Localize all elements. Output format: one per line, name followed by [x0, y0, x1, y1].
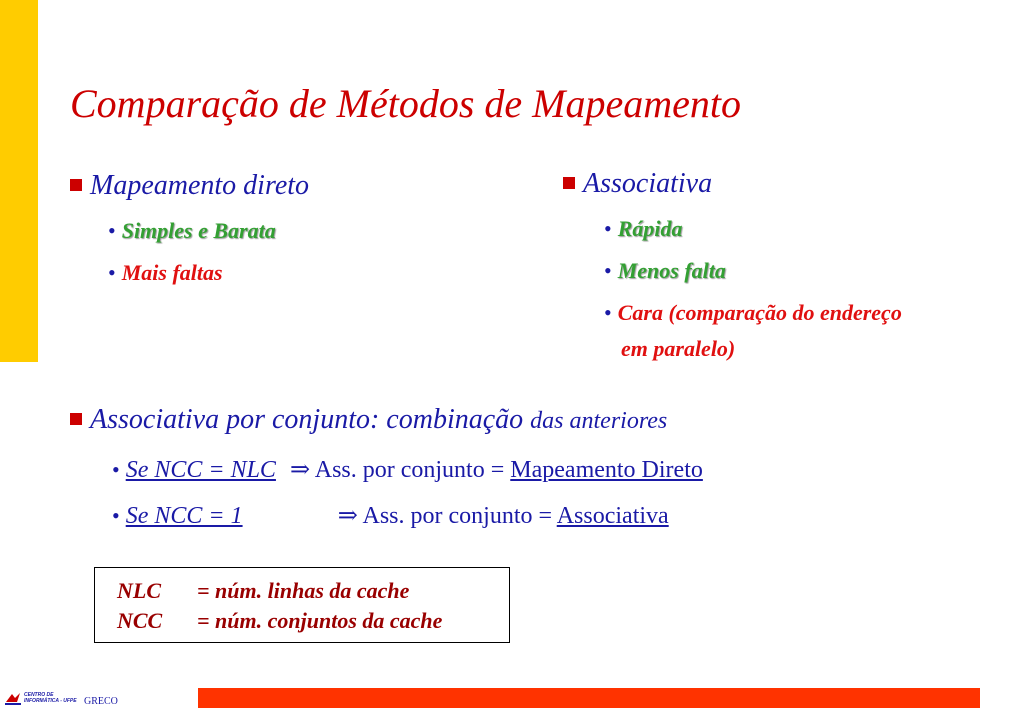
- rule-result: Mapeamento Direto: [510, 457, 703, 483]
- slide-title: Comparação de Métodos de Mapeamento: [70, 81, 741, 126]
- dot-bullet-icon: •: [108, 218, 116, 243]
- dot-bullet-icon: •: [604, 216, 612, 241]
- dot-bullet-icon: •: [112, 457, 120, 482]
- legend-box: [94, 567, 510, 643]
- rule-condition: Se NCC = 1: [125, 503, 243, 529]
- square-bullet-icon: [70, 413, 82, 425]
- rule-row: [112, 501, 669, 530]
- dot-bullet-icon: •: [604, 258, 612, 283]
- list-item: [604, 216, 683, 242]
- legend-key: NCC: [117, 608, 163, 633]
- heading-direct-mapping: [70, 170, 309, 202]
- rule-row: [112, 455, 703, 484]
- implies-arrow-icon: ⇒: [337, 503, 358, 529]
- item-expensive: Cara (comparação do endereço: [617, 300, 902, 325]
- footer-logo-line2: INFORMÁTICA - UFPE: [24, 698, 77, 704]
- dot-bullet-icon: •: [108, 260, 116, 285]
- item-fewer-misses: Menos falta: [617, 258, 726, 283]
- heading-set-associative-suffix: das anteriores: [530, 408, 668, 434]
- square-bullet-icon: [70, 179, 82, 191]
- heading-associative-label: Associativa: [583, 168, 713, 199]
- list-item: [108, 218, 276, 244]
- list-item: [604, 258, 726, 284]
- legend-key: NLC: [117, 578, 161, 603]
- rule-result: Associativa: [556, 503, 669, 529]
- item-fast: Rápida: [617, 216, 683, 241]
- legend-definition: = núm. conjuntos da cache: [197, 608, 443, 633]
- item-expensive-continued: em paralelo): [621, 336, 736, 361]
- list-item: [604, 300, 902, 326]
- footer-logo-line1: CENTRO DE: [24, 692, 54, 698]
- footer-bar: [198, 688, 980, 708]
- footer-label: GRECO: [84, 696, 118, 707]
- dot-bullet-icon: •: [112, 503, 120, 528]
- legend-row: [117, 576, 509, 606]
- list-item: [108, 260, 223, 286]
- cin-logo-icon: [4, 690, 22, 706]
- legend-definition: = núm. linhas da cache: [197, 578, 410, 603]
- rule-middle: Ass. por conjunto =: [314, 457, 505, 483]
- footer-logo-text: [24, 692, 77, 704]
- item-simple-cheap: Simples e Barata: [121, 218, 276, 243]
- implies-arrow-icon: ⇒: [289, 457, 311, 483]
- heading-set-associative: [70, 404, 667, 436]
- rule-middle: Ass. por conjunto =: [362, 503, 553, 529]
- square-bullet-icon: [563, 177, 575, 189]
- legend-row: [117, 606, 509, 636]
- dot-bullet-icon: •: [604, 300, 612, 325]
- heading-set-associative-label: Associativa por conjunto: combinação: [90, 404, 524, 435]
- item-more-misses: Mais faltas: [121, 260, 223, 285]
- rule-condition: Se NCC = NLC: [125, 457, 276, 483]
- heading-direct-mapping-label: Mapeamento direto: [90, 170, 310, 201]
- heading-associative: [563, 168, 712, 200]
- sidebar-stripe: [0, 0, 38, 362]
